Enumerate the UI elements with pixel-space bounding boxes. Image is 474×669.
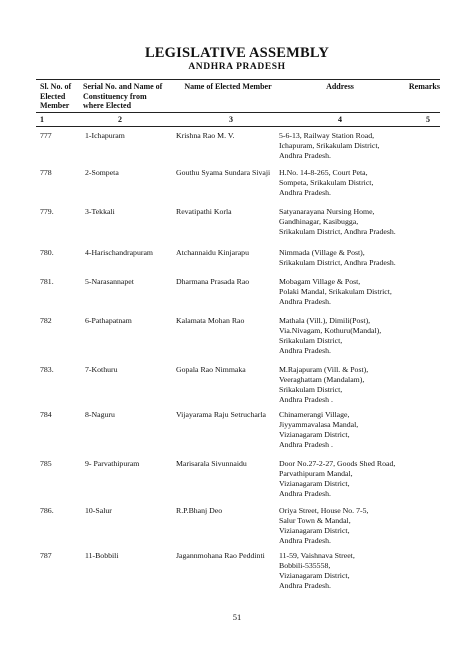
column-number: 2: [118, 115, 122, 124]
cell-address: Nimmada (Village & Post), Srikakulam District, Andhra Pradesh.: [279, 248, 396, 267]
column-header-constituency: Serial No. and Name of Constituency from where Elected: [83, 82, 163, 110]
document-subtitle: ANDHRA PRADESH: [188, 62, 286, 72]
cell-sl-no: 787: [40, 551, 52, 560]
cell-address: M.Rajapuram (Vill. & Post), Veeraghattam (Mandalam), Srikakulam District, Andhra Pradesh .: [279, 365, 369, 404]
cell-member-name: Krishna Rao M. V.: [176, 131, 235, 140]
column-header-sl-no: Sl. No. of Elected Member: [40, 82, 72, 110]
cell-constituency: 4-Harischandrapuram: [85, 248, 153, 257]
cell-sl-no: 777: [40, 131, 52, 140]
cell-member-name: Revatipathi Korla: [176, 207, 232, 216]
cell-address: Satyanarayana Nursing Home, Gandhinagar, Kasibugga, Srikakulam District, Andhra Pradesh.: [279, 207, 396, 236]
table-top-rule: [36, 79, 440, 80]
cell-address: Mobagam Village & Post, Polaki Mandal, Srikakulam District, Andhra Pradesh.: [279, 277, 392, 306]
cell-constituency: 5-Narasannapet: [85, 277, 134, 286]
cell-sl-no: 782: [40, 316, 52, 325]
cell-constituency: 9- Parvathipuram: [85, 459, 140, 468]
cell-member-name: Gouthu Syama Sundara Sivaji: [176, 168, 271, 177]
cell-constituency: 1-Ichapuram: [85, 131, 125, 140]
cell-address: 5-6-13, Railway Station Road, Ichapuram, Srikakulam District, Andhra Pradesh.: [279, 131, 380, 160]
page-number: 51: [232, 612, 242, 622]
cell-address: H.No. 14-8-265, Court Peta, Sompeta, Srikakulam District, Andhra Pradesh.: [279, 168, 374, 197]
cell-sl-no: 779.: [40, 207, 54, 216]
cell-address: Mathala (Vill.), Dimili(Post), Via.Nivagam, Kothuru(Mandal), Srikakulam District, Andhra Pradesh.: [279, 316, 382, 355]
cell-sl-no: 783.: [40, 365, 54, 374]
cell-member-name: Vijayarama Raju Setrucharla: [176, 410, 267, 419]
cell-constituency: 11-Bobbili: [85, 551, 119, 560]
column-header-member: Name of Elected Member: [184, 82, 272, 91]
cell-member-name: Atchannaidu Kinjarapu: [176, 248, 249, 257]
column-number: 5: [426, 115, 430, 124]
column-number: 4: [338, 115, 342, 124]
document-title: LEGISLATIVE ASSEMBLY: [144, 45, 330, 61]
cell-address: 11-59, Vaishnava Street, Bobbili-535558, Vizianagaram District, Andhra Pradesh.: [279, 551, 355, 590]
column-number: 3: [229, 115, 233, 124]
cell-address: Chinamerangi Village, Jiyyammavalasa Mandal, Vizianagaram District, Andhra Pradesh .: [279, 410, 359, 449]
cell-member-name: Jagannmohana Rao Peddinti: [176, 551, 265, 560]
cell-sl-no: 781.: [40, 277, 54, 286]
cell-sl-no: 784: [40, 410, 52, 419]
cell-address: Oriya Street, House No. 7-5, Salur Town & Mandal, Vizianagaram District, Andhra Pradesh.: [279, 506, 369, 545]
column-header-address: Address: [326, 82, 354, 91]
header-divider-rule: [36, 112, 440, 113]
numbers-divider-rule: [36, 126, 440, 127]
cell-sl-no: 780.: [40, 248, 54, 257]
cell-constituency: 8-Naguru: [85, 410, 115, 419]
cell-address: Door No.27-2-27, Goods Shed Road, Parvathipuram Mandal, Vizianagaram District, Andhra Pradesh.: [279, 459, 396, 498]
cell-constituency: 6-Pathapatnam: [85, 316, 132, 325]
cell-constituency: 2-Sompeta: [85, 168, 119, 177]
column-header-remarks: Remarks: [408, 82, 440, 91]
cell-constituency: 7-Kothuru: [85, 365, 118, 374]
cell-constituency: 3-Tekkali: [85, 207, 115, 216]
cell-member-name: R.P.Bhanj Deo: [176, 506, 223, 515]
cell-member-name: Marisarala Sivunnaidu: [176, 459, 247, 468]
column-number: 1: [40, 115, 44, 124]
cell-member-name: Dharmana Prasada Rao: [176, 277, 250, 286]
cell-member-name: Gopala Rao Nimmaka: [176, 365, 246, 374]
cell-sl-no: 785: [40, 459, 52, 468]
cell-sl-no: 778: [40, 168, 52, 177]
cell-constituency: 10-Salur: [85, 506, 112, 515]
cell-member-name: Kalamata Mohan Rao: [176, 316, 245, 325]
cell-sl-no: 786.: [40, 506, 54, 515]
